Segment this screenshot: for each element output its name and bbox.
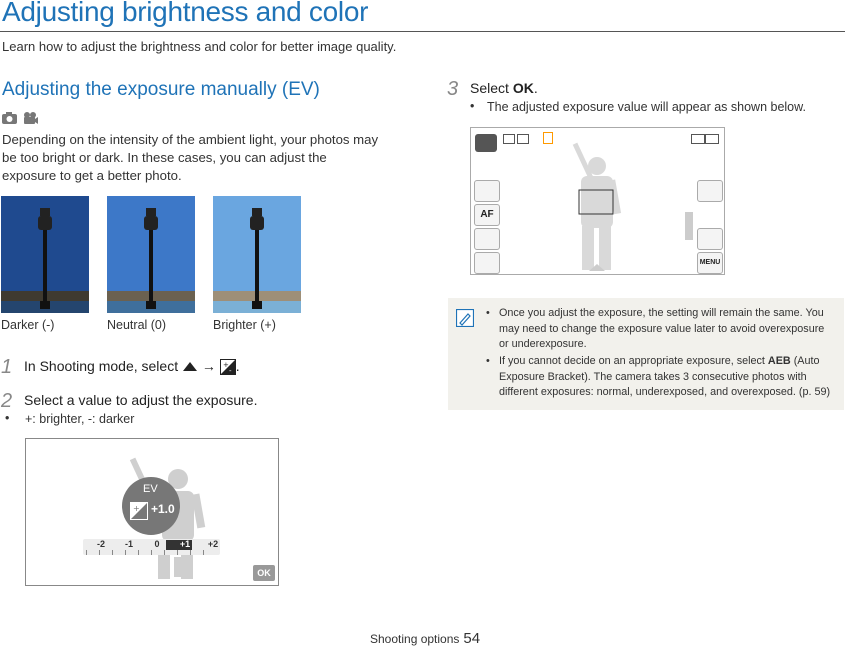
step-3-ok: OK [512, 80, 534, 96]
note-box [448, 298, 844, 410]
note-1: Once you adjust the exposure, the setting will remain the same. You may need to change the exposure value later to avoid overexposure or underexposure. [499, 307, 825, 350]
note-2-after: (Auto Exposure Bracket). The camera takes 3 consecutive photos with different exposures: normal, underexposed, and overexposed. (p. 59) [499, 355, 831, 398]
preview-screen [470, 127, 725, 275]
battery-icon [705, 134, 719, 144]
ev-label: EV [143, 483, 158, 495]
step-2-text: Select a value to adjust the exposure. [24, 392, 258, 408]
video-icon [23, 112, 38, 124]
af-button[interactable]: AF [474, 204, 500, 226]
timer-icon[interactable] [474, 228, 500, 250]
step-2-bullet-dot: • [5, 411, 10, 425]
mode-icons [2, 112, 38, 124]
step-1-text [24, 358, 240, 375]
up-arrow-icon [182, 361, 198, 373]
ev-scale-label[interactable]: 0 [154, 539, 160, 549]
step-3-text-after: . [533, 80, 538, 96]
memory-icon [691, 134, 705, 144]
intro-text: Learn how to adjust the brightness and color for better image quality. [2, 39, 397, 54]
title-divider [0, 31, 845, 32]
ev-screen [25, 438, 279, 586]
caption-neutral: Neutral (0) [107, 318, 167, 332]
ev-scale-ticks [86, 550, 216, 555]
note-2-dot: • [486, 355, 490, 367]
section-heading: Adjusting the exposure manually (EV) [2, 79, 320, 100]
step-3-text [470, 80, 538, 96]
footer-section: Shooting options [370, 632, 460, 646]
flash-icon[interactable] [474, 180, 500, 202]
size-icon [503, 134, 515, 144]
svg-text:+: + [133, 504, 140, 513]
note-2-before: If you cannot decide on an appropriate exposure, select [499, 355, 768, 367]
ok-button[interactable]: OK [253, 565, 275, 581]
caption-darker: Darker (-) [1, 318, 55, 332]
step-3-text-before: Select [470, 80, 509, 96]
sample-photo-brighter [213, 196, 301, 313]
ev-value: +1.0 [151, 502, 175, 516]
note-1-dot: • [486, 307, 490, 319]
menu-button[interactable]: MENU [697, 252, 723, 274]
side-toggle[interactable] [685, 212, 693, 240]
note-icon [456, 309, 474, 327]
ev-scale-label[interactable]: -2 [96, 539, 105, 549]
footer [370, 630, 480, 647]
step-1-text-after: . [235, 358, 240, 374]
note-2-bold: AEB [767, 355, 791, 367]
stabilizer-icon[interactable] [474, 252, 500, 274]
note-2 [499, 354, 834, 401]
svg-text:+: + [222, 361, 229, 370]
ev-scale-label[interactable]: +1 [179, 539, 191, 549]
step-2-number: 2 [1, 390, 13, 412]
step-1-text-before: In Shooting mode, select [24, 358, 179, 374]
step-3-bullet-dot: • [470, 99, 475, 113]
ev-indicator-icon [543, 132, 553, 144]
step-1-arrow: → [201, 358, 216, 374]
camera-icon [2, 112, 17, 124]
svg-text:-: - [228, 367, 232, 376]
ev-scale-label[interactable]: +2 [207, 539, 219, 549]
sample-photo-darker [1, 196, 89, 313]
caption-brighter: Brighter (+) [213, 318, 276, 332]
ev-scale-label[interactable]: -1 [124, 539, 133, 549]
ev-pointer [174, 557, 188, 577]
step-3-number: 3 [447, 78, 459, 100]
mode-camera-icon[interactable] [475, 134, 497, 152]
preview-screen-art [471, 128, 724, 274]
step-3-bullet: The adjusted exposure value will appear as shown below. [487, 100, 806, 114]
quality-icon [517, 134, 529, 144]
page-title: Adjusting brightness and color [2, 0, 369, 27]
ev-icon [220, 359, 236, 375]
step-2-bullet: +: brighter, -: darker [25, 412, 135, 426]
settings-icon[interactable] [697, 180, 723, 202]
section-paragraph: Depending on the intensity of the ambient light, your photos may be too bright or dark. In these cases, you can adjust the exposure to get a better photo. [2, 132, 379, 183]
ev-small-icon [130, 502, 148, 520]
step-1-number: 1 [1, 356, 13, 378]
sample-photo-neutral [107, 196, 195, 313]
page-number: 54 [463, 630, 481, 647]
wireless-icon[interactable] [697, 228, 723, 250]
